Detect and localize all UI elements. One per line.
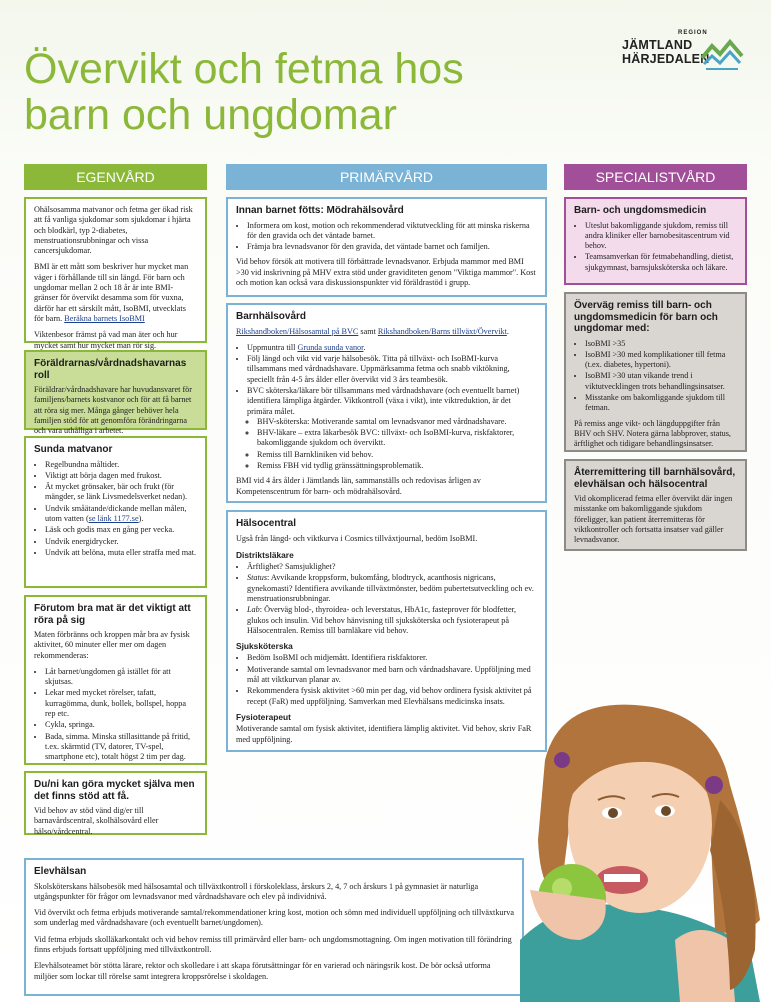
- physical-activity-title: Förutom bra mat är det viktigt att röra på sig: [34, 603, 191, 626]
- healthy-food-box: [24, 436, 207, 588]
- nurse-item: • Motiverande samtal om levnadsvanor med barn och vårdnadshavare. Uppföljning med mål att viktkurvan planar av.: [247, 665, 537, 686]
- child-health-subitem: ◦ BHV-läkare – extra läkarbesök BVC: tillväxt- och IsoBMI-kurva, riskfaktorer, bakomliggande sjukdom och överviktt.: [257, 428, 537, 449]
- food-item: • Läsk och godis max en gång per vecka.: [45, 525, 197, 535]
- nurse-title: Sjuksköterska: [236, 641, 293, 652]
- referral-box: [564, 292, 747, 452]
- child-health-text: BMI vid 4 års ålder i Jämtlands län, sammanställs och redovisas årligen av Kompetenscentrum för barn- och mödrahälsovård.: [236, 476, 481, 496]
- child-health-title: Barnhälsovård: [236, 311, 307, 322]
- rikshandboken-tillvaxt-link[interactable]: Rikshandboken/Barns tillväxt/Övervikt: [377, 326, 507, 336]
- page-title: Övervikt och fetma hos barn och ungdomar: [24, 45, 464, 139]
- paediatrics-item: • Uteslut bakomliggande sjukdom, remiss till andra kliniker eller barnobesitascentrum vid behov.: [585, 221, 737, 252]
- re-referral-title: Återremittering till barnhälsovård, elevhälsan och hälsocentral: [574, 467, 736, 490]
- referral-title: Överväg remiss till barn- och ungdomsmedicin för barn och ungdomar med:: [574, 300, 718, 334]
- doctor-item: • Status: Avvikande kroppsform, bukomfång, blodtryck, acanthosis nigricans, gynekomasti? Identifiera avvikande tillväxtmönster, bedöm pubertetsutveckling och ev. menstruationsrubbningar.: [247, 573, 537, 604]
- food-item: • Undvik småätande/dickande mellan målen, utom vatten (se länk 1177.se).: [45, 504, 197, 525]
- mountain-logo-icon: [700, 36, 744, 72]
- school-health-title: Elevhälsan: [34, 866, 87, 877]
- activity-item: • Bada, simma. Minska stillasittande på fritid, t.ex. skärmtid (TV, datorer, TV-spel, smartphone etc), totalt högst 2 tim per dag.: [45, 732, 197, 763]
- column-header-egenvard: EGENVÅRD: [24, 164, 207, 190]
- physical-activity-box: [24, 595, 207, 765]
- food-item: • Ät mycket grönsaker, bär och frukt (för mängder, se länk Livsmedelsverket nedan).: [45, 482, 197, 503]
- school-health-text: Vid övervikt och fetma erbjuds motiverande samtal/rekommendationer kring kost, motion och sömn med individuell uppföljning och tillväxtkurva som underlag med vårdnadshavare (och eventuellt barnet/ungdomen).: [34, 908, 514, 928]
- food-item: • Regelbundna måltider.: [45, 460, 197, 470]
- activity-item: • Låt barnet/ungdomen gå istället för att skjutsas.: [45, 667, 197, 688]
- paediatrics-title: Barn- och ungdomsmedicin: [574, 205, 707, 216]
- maternal-care-title: Innan barnet fötts: Mödrahälsovård: [236, 205, 404, 216]
- region-logo: [608, 30, 744, 72]
- doctor-item: • Lab: Överväg blod-, thyroidea- och leverstatus, HbA1c, fasteprover för blodfetter, glukos och insulin. Vid behov hänvisning till sjuksköterska och fysioterapeut på Hälsocentralen. Remiss till barnläkare vid behov.: [247, 605, 537, 636]
- food-item: • Viktigt att börja dagen med frukost.: [45, 471, 197, 481]
- physio-text: Motiverande samtal om fysisk aktivitet, identifiera lämplig aktivitet. Vid behov, skriv FaR med uppföljning.: [236, 724, 532, 744]
- parents-role-box: [24, 350, 207, 436]
- logo-line2: HÄRJEDALEN: [622, 52, 710, 66]
- activity-item: • Cykla, springa.: [45, 720, 197, 730]
- support-box: [24, 771, 207, 835]
- nurse-item: • Rekommendera fysisk aktivitet >60 min per dag, vid behov ordinera fysisk aktivitet på recept (FaR) med uppföljning. Samverkan med Elevhälsans medicinska insats.: [247, 686, 537, 707]
- re-referral-text: Vid okomplicerad fetma eller övervikt där ingen misstanke om bakomliggande sjukdom föreligger, kan patient återremitteras för viktkontroller och fortsatta insatser vad gäller levnadsvanor.: [574, 494, 733, 545]
- referral-item: • IsoBMI >30 utan vikande trend i viktutvecklingen trots behandlingsinsatser.: [585, 371, 737, 392]
- girl-with-apple-photo: [500, 690, 771, 1002]
- logo-line1: JÄMTLAND: [622, 38, 693, 52]
- support-title: Du/ni kan göra mycket själva men det finns stöd att få.: [34, 779, 195, 802]
- doctor-item: • Ärftlighet? Samsjuklighet?: [247, 562, 537, 572]
- school-health-text: Vid fetma erbjuds skolläkarkontakt och vid behov remiss till primärvård eller barn- och ungdomsmottagning. Om ingen motivation till förändring finns erbjuds fortsatt uppföljning med tillväxtkontroll.: [34, 934, 512, 954]
- egenvard-intro-box: [24, 197, 207, 350]
- intro-text: Ohälsosamma matvanor och fetma ger ökad risk att få vanliga sjukdomar som sjukdomar i hjärta och blodkärl, typ 2-diabetes, menstruationsrubbningar och vissa cancersjukdomar.: [34, 205, 193, 256]
- rikshandboken-halsosamtal-link[interactable]: Rikshandboken/Hälsosamtal på BVC: [236, 326, 359, 336]
- physical-activity-intro: Maten förbränns och kroppen mår bra av fysisk aktivitet, 60 minuter eller mer om dagen rekommenderas:: [34, 630, 190, 660]
- column-header-specialistvard: SPECIALISTVÅRD: [564, 164, 747, 190]
- maternal-care-box: [226, 197, 547, 297]
- child-health-subitem: ◦ Remiss till Barnkliniken vid behov.: [257, 450, 537, 460]
- school-health-text: Elevhälsoteamet bör stötta lärare, rektor och skolledare i att skapa förutsättningar för en varierad och näringsrik kost. De bör också utforma miljöer som lockar till rörelse samt integrera kroppsrörelse i skoldagen.: [34, 961, 491, 981]
- district-doctor-title: Distriktsläkare: [236, 549, 294, 560]
- school-health-text: Skolsköterskans hälsobesök med hälsosamtal och tillväxtkontroll i förskoleklass, årskurs 2, 4, 7 och årskurs 1 på gymnasiet är naturliga utgångspunkter för frågor om levnadsvanor med vårdnadshavare och elev på individnivå.: [34, 881, 479, 901]
- food-item: • Undvik att belöna, muta eller straffa med mat.: [45, 548, 197, 558]
- child-health-item: • Följ längd och vikt vid varje hälsobesök. Titta på tillväxt- och IsoBMI-kurva tillsammans med vårdnadshavare. Uppmärksamma fetma och snabb viktökning, speciellt från 4-5 års ålder eller övervikt vid 3 års teambesök.: [247, 354, 537, 385]
- bmi-text: BMI är ett mått som beskriver hur mycket man väger i förhållande till sin längd. För barn och ungdomar mellan 2 och 18 år är inte BMI-gränser för övervikt desamma som för vuxna, därför har ett särskilt mått, IsoBMI, utvecklats för barn. Beräkna barnets IsoBMI: [34, 262, 189, 323]
- child-health-subitem: ◦ Remiss FBH vid tydlig gränssättningsproblematik.: [257, 461, 537, 471]
- parents-role-title: Föräldrarnas/vårdnadshavarnas roll: [34, 358, 187, 381]
- child-health-box: [226, 303, 547, 503]
- food-item: • Undvik energidrycker.: [45, 537, 197, 547]
- maternal-item: • Informera om kost, motion och rekommenderad viktutveckling för att minska riskerna för den gravida och det väntade barnet.: [247, 221, 537, 242]
- referral-item: • IsoBMI >30 med komplikationer till fetma (t.ex. diabetes, hypertoni).: [585, 350, 737, 371]
- school-health-box: [24, 858, 524, 996]
- healthy-food-title: Sunda matvanor: [34, 444, 113, 455]
- maternal-care-text: Vid behov försök att motivera till förbättrade levnadsvanor. Erbjuda mammor med BMI >30 vid inskrivning på MHV extra stöd under graviditeten genom "Viktiga mammor". Kost och motion kan också vara diskussionspunkter vid föräldrastöd i grupp.: [236, 257, 536, 287]
- child-health-subitem: ◦ BHV-sköterska: Motiverande samtal om levnadsvanor med vårdnadshavare.: [257, 417, 537, 427]
- referral-item: • Misstanke om bakomliggande sjukdom till fetman.: [585, 393, 737, 414]
- health-centre-title: Hälsocentral: [236, 518, 297, 529]
- isobmi-link[interactable]: Beräkna barnets IsoBMI: [64, 313, 145, 323]
- 1177-link[interactable]: se länk 1177.se: [88, 513, 139, 523]
- support-text: Vid behov av stöd vänd dig/er till barnavårdscentral, skolhälsovård eller hälso/vårdcentral.: [34, 806, 159, 836]
- activity-item: • Lekar med mycket rörelser, tafatt, kurragömma, dunk, bollek, bollspel, hoppa rep etc.: [45, 688, 197, 719]
- physio-title: Fysioterapeut: [236, 711, 291, 722]
- child-health-item: • BVC sköterska/läkare bör tillsammans med vårdnadshavare (och eventuellt barnet) identifiera lämpliga åtgärder. Viktkontroll (växa i vikt), inte viktreduktion, är det primära målet. ◦ BHV-sköterska: Motiverande samtal om levnadsvanor med vårdnadshavare. ◦ BHV-läkare – extra läkarbesök BVC: tillväxt- och IsoBMI-kurva, riskfaktorer, bakomliggande sjukdom och överviktt. ◦ Remiss till Barnkliniken vid behov. ◦ Remiss FBH vid tydlig gränssättningsproblematik.: [247, 386, 537, 471]
- parents-role-text: Föräldrar/vårdnadshavare har huvudansvaret för familjens/barnets kostvanor och för att få barnet att röra sig mer. Många gånger behöver hela familjen stöd för att genomföra förändringarna och vara uthålliga i arbetet.: [34, 385, 192, 436]
- logo-region-text: REGION: [678, 30, 708, 36]
- re-referral-box: [564, 459, 747, 551]
- child-health-links: Rikshandboken/Hälsosamtal på BVC samt Rikshandboken/Barns tillväxt/Övervikt.: [236, 326, 509, 336]
- weight-text: Viktenbesor främst på vad man äter och hur mycket samt hur mycket man rör sig.: [34, 330, 178, 350]
- health-centre-box: [226, 510, 547, 752]
- child-health-item: • Uppmuntra till Grunda sunda vanor.: [247, 343, 537, 353]
- paediatrics-box: [564, 197, 747, 285]
- health-centre-intro: Ugså från längd- och viktkurva i Cosmics tillväxtjournal, bedöm IsoBMI.: [236, 533, 478, 543]
- referral-text: På remiss ange vikt- och längduppgifter från BHV och SHV. Notera gärna labbprover, status, ärftlighet och tidigare behandlingsinsatser.: [574, 418, 731, 449]
- paediatrics-item: • Teamsamverkan för fetmabehandling, dietist, sjukgymnast, barnsjuksköterska och läkare.: [585, 252, 737, 273]
- maternal-item: • Främja bra levnadsvanor för den gravida, det väntade barnet och familjen.: [247, 242, 537, 252]
- grunda-sunda-vanor-link[interactable]: Grunda sunda vanor: [297, 342, 364, 352]
- column-header-primarvard: PRIMÄRVÅRD: [226, 164, 547, 190]
- nurse-item: • Bedöm IsoBMI och midjemått. Identifiera riskfaktorer.: [247, 653, 537, 663]
- referral-item: • IsoBMI >35: [585, 339, 737, 349]
